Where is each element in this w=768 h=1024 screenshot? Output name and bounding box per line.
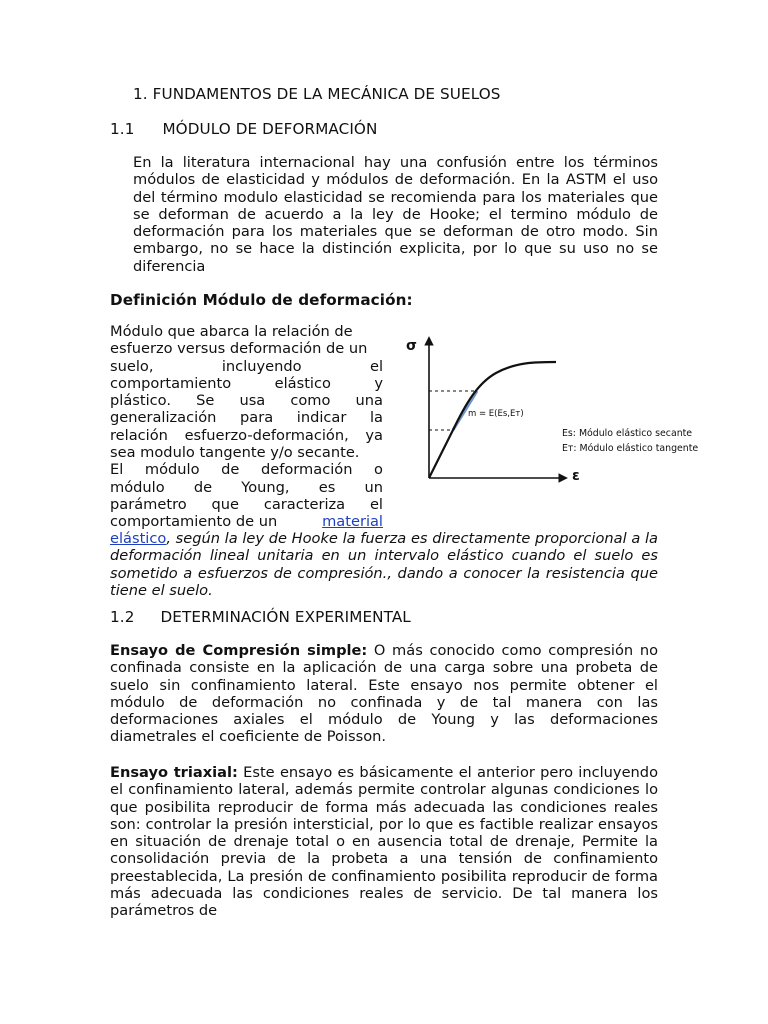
definition-line: El módulo de deformación o: [110, 461, 383, 479]
triaxial-text: Este ensayo es básicamente el anterior pero incluyendo el confinamiento lateral, además permite controlar algunas condiciones lo que posibilita reproducir de forma más adecuada las condiciones reales son: controlar la presión intersticial, por lo que es factible realizar ensayos en situación de drenaje total o en ausencia total de drenaje, Permite la consolidación previa de la probeta a una tensión de confinamiento preestablecida, La presión de confinamiento posibilita reproducir de forma más adecuada las condiciones reales de servicio. De tal manera los parámetros de: [110, 764, 658, 920]
definition-column: [110, 323, 383, 531]
section-1-1-heading: [110, 120, 377, 138]
definition-line: sea modulo tangente y/o secante.: [110, 444, 360, 462]
chapter-title: FUNDAMENTOS DE LA MECÁNICA DE SUELOS: [152, 85, 501, 103]
compression-label: Ensayo de Compresión simple:: [110, 642, 368, 659]
definition-heading: Definición Módulo de deformación:: [110, 291, 413, 309]
material-elastico-link[interactable]: material: [322, 513, 383, 531]
stress-strain-figure: [396, 328, 708, 494]
legend-secant: Es: Módulo elástico secante: [562, 428, 693, 439]
triaxial-paragraph: [110, 764, 658, 920]
slope-label: m = E(Es,Eт): [468, 409, 524, 419]
section-title: MÓDULO DE DEFORMACIÓN: [162, 120, 378, 138]
definition-continuation: [110, 530, 658, 599]
material-elastico-link-cont[interactable]: elástico: [110, 530, 167, 547]
definition-line-prefix: comportamiento de un: [110, 513, 278, 531]
intro-paragraph: En la literatura internacional hay una confusión entre los términos módulos de elasticidad y módulos de deformación. En la ASTM el uso del término modulo elasticidad se recomienda para los materiales que se deforman de acuerdo a la ley de Hooke; el termino módulo de deformación para los materiales que se deforman de otro modo. Sin embargo, no se hace la distinción explicita, por lo que su uso no se diferencia: [133, 154, 658, 275]
definition-line: esfuerzo versus deformación de un: [110, 340, 368, 358]
section-1-2-heading: [110, 608, 411, 626]
epsilon-label: ε: [572, 468, 580, 484]
compression-text: O más conocido como compresión no confinada consiste en la aplicación de una carga sobre una probeta de suelo sin confinamiento lateral. Este ensayo nos permite obtener el módulo de deformación no confinada y de tal manera con las deformaciones axiales el módulo de Young y las deformaciones diametrales el coeficiente de Poisson.: [110, 642, 658, 746]
legend-tangent: Eт: Módulo elástico tangente: [562, 443, 699, 454]
definition-line: relación esfuerzo-deformación, ya: [110, 426, 383, 444]
chapter-heading: [133, 85, 501, 103]
definition-line: comportamiento elástico y: [110, 374, 383, 392]
sigma-label: σ: [406, 338, 417, 354]
definition-line: parámetro que caracteriza el: [110, 495, 383, 513]
definition-line: Módulo que abarca la relación de: [110, 323, 353, 340]
definition-line: suelo, incluyendo el: [110, 357, 383, 375]
section-number: 1.2: [110, 608, 135, 626]
compression-paragraph: [110, 642, 658, 746]
definition-line: módulo de Young, es un: [110, 478, 383, 496]
definition-last-line: [110, 513, 383, 530]
section-title: DETERMINACIÓN EXPERIMENTAL: [160, 608, 411, 626]
section-number: 1.1: [110, 120, 135, 138]
triaxial-label: Ensayo triaxial:: [110, 764, 238, 781]
chapter-number: 1.: [133, 85, 148, 103]
hooke-italic-text: , según la ley de Hooke la fuerza es directamente proporcional a la deformación lineal unitaria en un intervalo elástico cuando el suelo es sometido a esfuerzos de compresión., dando a conocer la resistencia que tiene el suelo.: [110, 530, 658, 599]
stress-strain-curve: [429, 362, 556, 478]
definition-line: plástico. Se usa como una: [110, 392, 383, 410]
definition-line: generalización para indicar la: [110, 409, 383, 427]
